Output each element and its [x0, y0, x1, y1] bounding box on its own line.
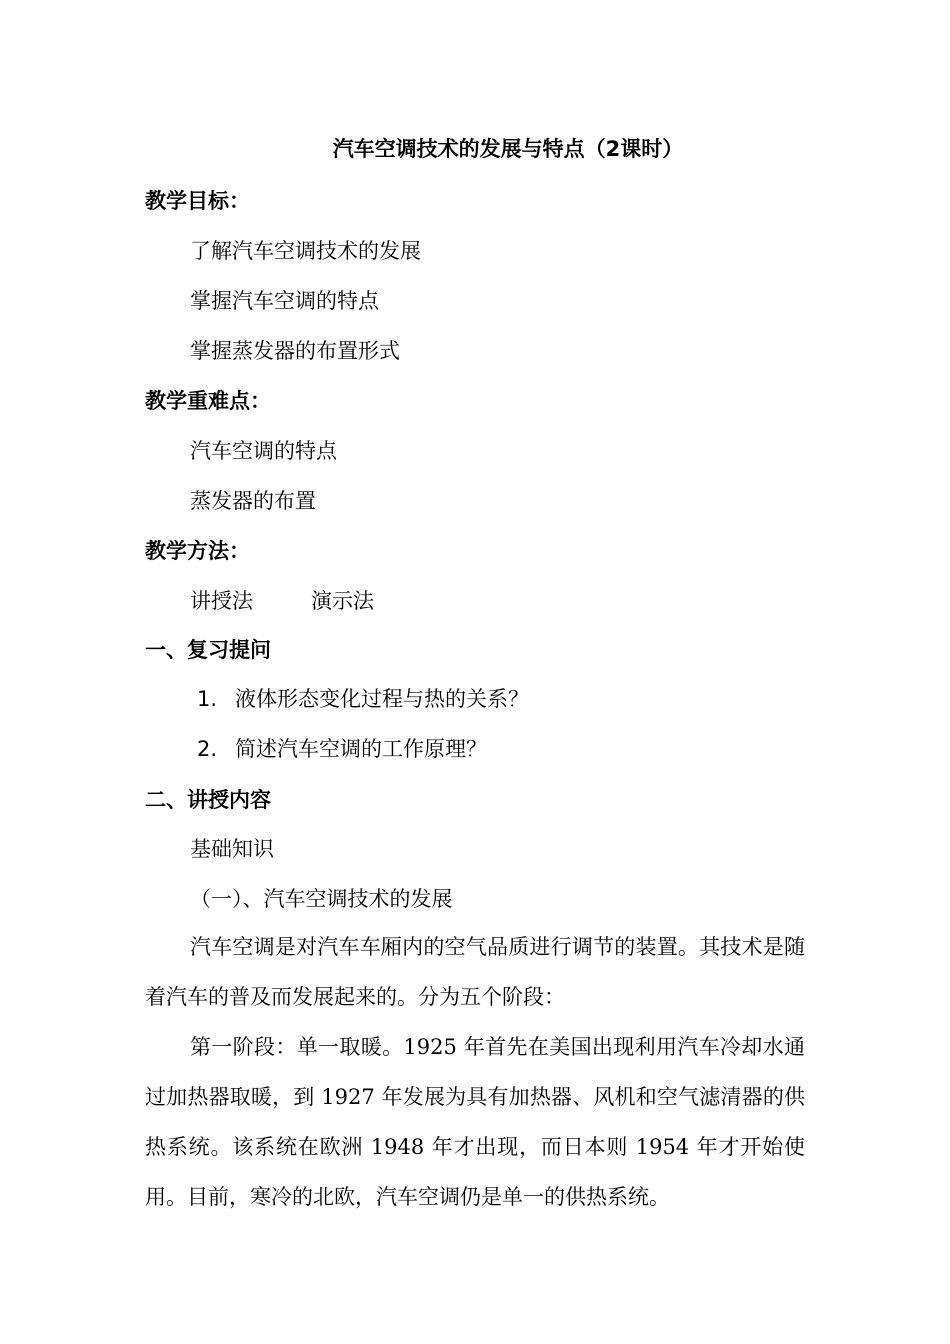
- objectives-heading: 教学目标：: [145, 189, 250, 213]
- review-item-number: 2.: [197, 737, 218, 761]
- section-title: （一）、汽车空调技术的发展: [190, 887, 453, 911]
- review-item-text: 简述汽车空调的工作原理？: [235, 737, 487, 761]
- key-points-heading: 教学重难点：: [145, 389, 271, 413]
- methods-heading: 教学方法：: [145, 539, 250, 563]
- objective-item: 了解汽车空调技术的发展: [190, 239, 421, 263]
- body-paragraph: 第一阶段：单一取暖。1925 年首先在美国出现利用汽车冷却水通过加热器取暖，到 1927 年发展为具有加热器、风机和空气滤清器的供热系统。该系统在欧洲 1948 年才出现，而日本则 1954 年才开始使用。目前，寒冷的北欧，汽车空调仍是单一的供热系统。: [145, 1035, 805, 1209]
- methods-line: [190, 587, 374, 615]
- content-subheading: 基础知识: [190, 837, 274, 861]
- document-title: 汽车空调技术的发展与特点（2课时）: [332, 137, 684, 161]
- review-item: [197, 685, 529, 713]
- objective-item: 掌握蒸发器的布置形式: [190, 339, 400, 363]
- review-item-text: 液体形态变化过程与热的关系？: [235, 687, 529, 711]
- review-item: [197, 735, 487, 763]
- body-paragraph: 汽车空调是对汽车车厢内的空气品质进行调节的装置。其技术是随着汽车的普及而发展起来的。分为五个阶段：: [145, 935, 805, 1009]
- review-item-number: 1.: [197, 687, 218, 711]
- key-point-item: 汽车空调的特点: [190, 439, 337, 463]
- review-heading: 一、复习提问: [145, 638, 271, 662]
- objective-item: 掌握汽车空调的特点: [190, 289, 379, 313]
- content-heading: 二、讲授内容: [145, 788, 271, 812]
- method-item: 讲授法: [190, 589, 253, 613]
- key-point-item: 蒸发器的布置: [190, 489, 316, 513]
- method-item: 演示法: [311, 589, 374, 613]
